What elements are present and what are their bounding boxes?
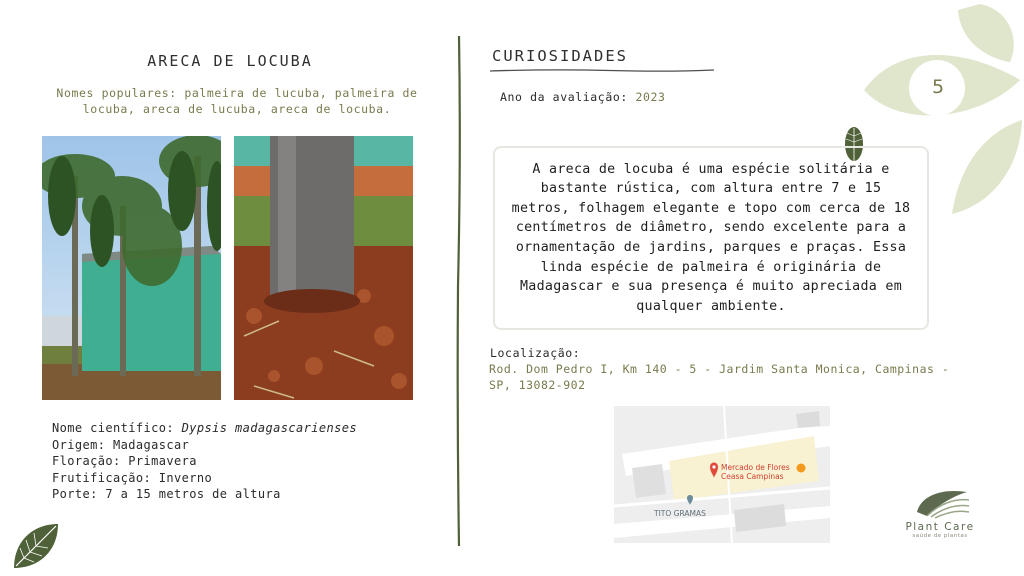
section-title: CURIOSIDADES (492, 47, 628, 65)
evaluation-year (500, 90, 666, 104)
description-text: A areca de locuba é uma espécie solitária e bastante rústica, com altura entre 7 e 15 metros, folhagem elegante e topo com cerca de 18 centímetros de diâmetro, sendo excelente para a ornamentação de jardins, parques e praças. Essa linda espécie de palmeira é originária de Madagascar e sua presença é muito apreciada em qualquer ambiente. (511, 161, 911, 314)
scientific-name-value: Dypsis madagascarienses (181, 421, 357, 435)
logo-tagline: saúde de plantas (912, 533, 968, 539)
map-place-line2: Ceasa Campinas (721, 472, 784, 481)
map-other-place: TITO GRAMAS (654, 509, 706, 518)
location-label: Localização: (490, 346, 581, 360)
logo-name: Plant Care (905, 521, 975, 533)
palm-photo (42, 136, 221, 400)
trunk-photo (234, 136, 413, 400)
location-map[interactable] (614, 406, 830, 543)
location-address: Rod. Dom Pedro I, Km 140 - 5 - Jardim Santa Monica, Campinas - SP, 13082-902 (489, 362, 950, 392)
food-marker-icon (797, 464, 806, 473)
page-number: 5 (931, 76, 945, 98)
evaluation-year-value: 2023 (635, 90, 666, 104)
fruiting-row: Frutificação: Inverno (52, 470, 213, 485)
origin-row: Origem: Madagascar (52, 437, 190, 452)
scientific-name-label: Nome científico: (52, 421, 174, 435)
plant-title: ARECA DE LOCUBA (147, 52, 313, 70)
scientific-name-row (52, 420, 357, 437)
column-divider (456, 36, 462, 546)
evaluation-year-label: Ano da avaliação: (500, 90, 628, 104)
plant-care-logo-icon (913, 486, 971, 520)
plant-facts (52, 420, 357, 503)
popular-names: Nomes populares: palmeira de lucuba, palmeira de locuba, areca de lucuba, areca de locuba. (56, 86, 418, 116)
decorative-leaves (860, 0, 1024, 224)
map-place-line1: Mercado de Flores (721, 463, 790, 472)
leaf-icon (10, 520, 62, 572)
flowering-row: Floração: Primavera (52, 454, 197, 468)
title-underline (490, 68, 714, 73)
size-row: Porte: 7 a 15 metros de altura (52, 487, 281, 501)
